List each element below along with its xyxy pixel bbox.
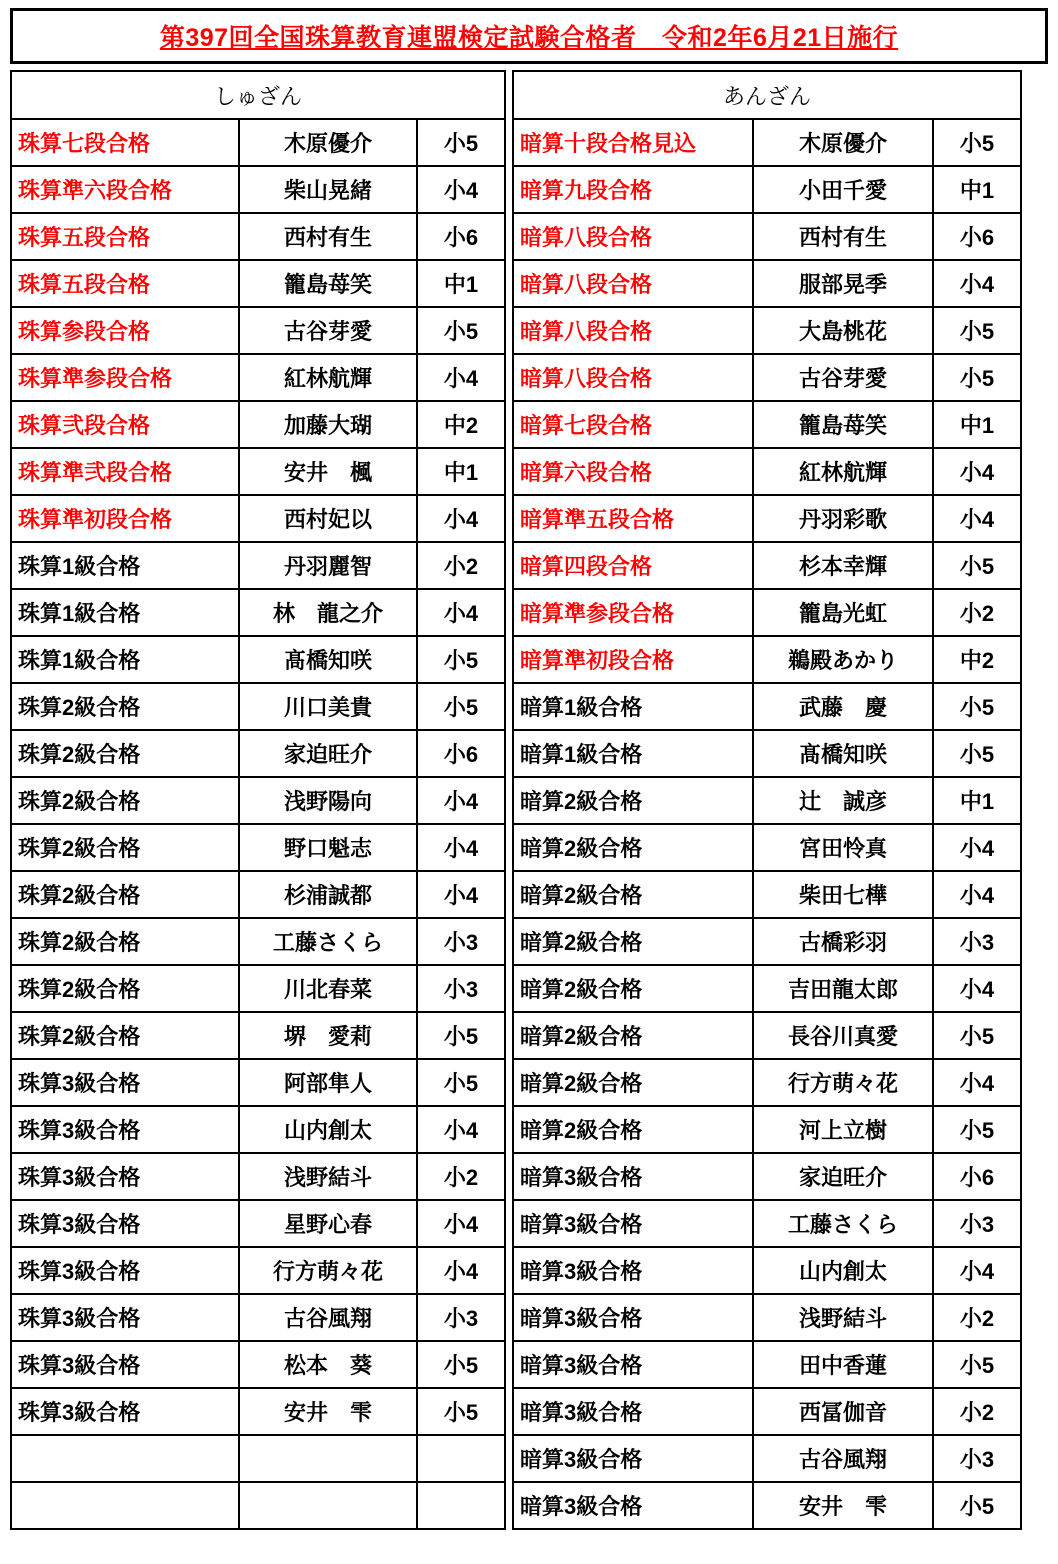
school-year-cell: 小6	[933, 1153, 1021, 1200]
name-cell: 籠島光虹	[753, 589, 933, 636]
anzan-table-body	[513, 119, 1021, 1529]
table-header-row	[11, 71, 505, 119]
grade-cell: 珠算2級合格	[11, 730, 239, 777]
school-year-cell: 小4	[417, 824, 505, 871]
table-row	[11, 213, 505, 260]
school-year-cell: 小4	[417, 354, 505, 401]
table-row	[513, 1200, 1021, 1247]
grade-cell: 暗算2級合格	[513, 824, 753, 871]
table-row	[513, 354, 1021, 401]
school-year-cell: 小5	[933, 1106, 1021, 1153]
school-year-cell: 小5	[933, 119, 1021, 166]
grade-cell: 珠算2級合格	[11, 965, 239, 1012]
name-cell: 紅林航輝	[753, 448, 933, 495]
name-cell: 田中香蓮	[753, 1341, 933, 1388]
school-year-cell: 中1	[933, 777, 1021, 824]
table-row	[513, 448, 1021, 495]
table-row	[513, 1153, 1021, 1200]
table-row	[513, 683, 1021, 730]
school-year-cell: 小3	[933, 918, 1021, 965]
table-row	[11, 1341, 505, 1388]
name-cell	[239, 1482, 417, 1529]
school-year-cell: 小3	[417, 1294, 505, 1341]
school-year-cell: 小6	[417, 730, 505, 777]
grade-cell: 珠算1級合格	[11, 636, 239, 683]
name-cell: 古谷風翔	[239, 1294, 417, 1341]
grade-cell: 珠算3級合格	[11, 1059, 239, 1106]
table-row	[513, 542, 1021, 589]
grade-cell: 暗算3級合格	[513, 1482, 753, 1529]
grade-cell: 珠算五段合格	[11, 260, 239, 307]
table-row	[513, 119, 1021, 166]
name-cell: 籠島苺笑	[753, 401, 933, 448]
school-year-cell: 小4	[933, 448, 1021, 495]
school-year-cell: 小5	[933, 1482, 1021, 1529]
school-year-cell: 小4	[417, 1200, 505, 1247]
table-row	[513, 589, 1021, 636]
grade-cell	[11, 1482, 239, 1529]
grade-cell: 暗算2級合格	[513, 871, 753, 918]
name-cell: 服部晃季	[753, 260, 933, 307]
name-cell: 山内創太	[239, 1106, 417, 1153]
school-year-cell: 中2	[933, 636, 1021, 683]
grade-cell: 暗算2級合格	[513, 777, 753, 824]
table-row	[513, 307, 1021, 354]
table-row	[513, 636, 1021, 683]
school-year-cell: 小3	[417, 965, 505, 1012]
name-cell: 工藤さくら	[239, 918, 417, 965]
grade-cell: 珠算3級合格	[11, 1341, 239, 1388]
school-year-cell: 中1	[417, 448, 505, 495]
table-row	[513, 1435, 1021, 1482]
name-cell: 川北春菜	[239, 965, 417, 1012]
table-row	[11, 589, 505, 636]
grade-cell: 珠算準弐段合格	[11, 448, 239, 495]
grade-cell: 珠算2級合格	[11, 683, 239, 730]
table-row	[11, 448, 505, 495]
name-cell: 古谷芽愛	[753, 354, 933, 401]
name-cell: 阿部隼人	[239, 1059, 417, 1106]
grade-cell: 珠算準参段合格	[11, 354, 239, 401]
grade-cell: 珠算五段合格	[11, 213, 239, 260]
table-row	[11, 119, 505, 166]
name-cell: 野口魁志	[239, 824, 417, 871]
table-row	[513, 495, 1021, 542]
school-year-cell: 中1	[417, 260, 505, 307]
table-row	[11, 1435, 505, 1482]
name-cell: 山内創太	[753, 1247, 933, 1294]
grade-cell: 暗算3級合格	[513, 1153, 753, 1200]
school-year-cell: 小5	[417, 119, 505, 166]
school-year-cell: 小4	[417, 777, 505, 824]
school-year-cell: 小2	[933, 1388, 1021, 1435]
table-row	[11, 824, 505, 871]
name-cell: 辻 誠彦	[753, 777, 933, 824]
name-cell: 木原優介	[239, 119, 417, 166]
school-year-cell: 小2	[417, 542, 505, 589]
page-title: 第397回全国珠算教育連盟検定試験合格者 令和2年6月21日施行	[159, 24, 899, 52]
grade-cell	[11, 1435, 239, 1482]
grade-cell: 暗算1級合格	[513, 730, 753, 777]
grade-cell: 暗算3級合格	[513, 1435, 753, 1482]
name-cell: 木原優介	[753, 119, 933, 166]
table-row	[513, 918, 1021, 965]
table-row	[11, 965, 505, 1012]
anzan-results-table	[512, 70, 1022, 1530]
name-cell: 川口美貴	[239, 683, 417, 730]
grade-cell: 暗算六段合格	[513, 448, 753, 495]
name-cell: 鵜殿あかり	[753, 636, 933, 683]
table-row	[513, 401, 1021, 448]
grade-cell: 暗算2級合格	[513, 918, 753, 965]
table-row	[11, 495, 505, 542]
grade-cell: 珠算3級合格	[11, 1388, 239, 1435]
name-cell: 加藤大瑚	[239, 401, 417, 448]
school-year-cell: 小5	[417, 1341, 505, 1388]
school-year-cell: 小3	[417, 918, 505, 965]
school-year-cell: 小2	[933, 589, 1021, 636]
table-header-row	[513, 71, 1021, 119]
grade-cell: 暗算八段合格	[513, 213, 753, 260]
page-title-box	[10, 8, 1048, 64]
name-cell: 家迫旺介	[239, 730, 417, 777]
table-row	[11, 401, 505, 448]
name-cell: 柴山晃緒	[239, 166, 417, 213]
grade-cell: 珠算3級合格	[11, 1153, 239, 1200]
name-cell: 杉本幸輝	[753, 542, 933, 589]
school-year-cell: 中2	[417, 401, 505, 448]
name-cell: 工藤さくら	[753, 1200, 933, 1247]
name-cell: 籠島苺笑	[239, 260, 417, 307]
name-cell: 安井 楓	[239, 448, 417, 495]
table-row	[513, 260, 1021, 307]
name-cell: 西村有生	[753, 213, 933, 260]
grade-cell: 暗算八段合格	[513, 354, 753, 401]
table-row	[513, 777, 1021, 824]
table-row	[513, 1482, 1021, 1529]
grade-cell: 暗算3級合格	[513, 1247, 753, 1294]
name-cell: 安井 雫	[239, 1388, 417, 1435]
table-row	[513, 871, 1021, 918]
grade-cell: 暗算1級合格	[513, 683, 753, 730]
name-cell: 安井 雫	[753, 1482, 933, 1529]
grade-cell: 珠算準初段合格	[11, 495, 239, 542]
grade-cell: 暗算準参段合格	[513, 589, 753, 636]
grade-cell: 暗算八段合格	[513, 260, 753, 307]
school-year-cell: 小4	[417, 166, 505, 213]
table-row	[513, 213, 1021, 260]
name-cell: 林 龍之介	[239, 589, 417, 636]
grade-cell: 暗算3級合格	[513, 1388, 753, 1435]
table-row	[513, 166, 1021, 213]
grade-cell: 珠算参段合格	[11, 307, 239, 354]
name-cell: 丹羽麗智	[239, 542, 417, 589]
name-cell: 浅野結斗	[239, 1153, 417, 1200]
school-year-cell: 小5	[933, 307, 1021, 354]
school-year-cell: 小4	[933, 1059, 1021, 1106]
name-cell: 家迫旺介	[753, 1153, 933, 1200]
anzan-section-heading: あんざん	[513, 71, 1021, 119]
grade-cell: 暗算四段合格	[513, 542, 753, 589]
table-row	[513, 730, 1021, 777]
name-cell: 西冨伽音	[753, 1388, 933, 1435]
school-year-cell: 小5	[933, 683, 1021, 730]
school-year-cell: 小4	[933, 965, 1021, 1012]
name-cell: 古橋彩羽	[753, 918, 933, 965]
table-row	[11, 1482, 505, 1529]
school-year-cell: 小4	[933, 1247, 1021, 1294]
grade-cell: 珠算七段合格	[11, 119, 239, 166]
school-year-cell: 小5	[933, 1341, 1021, 1388]
name-cell: 髙橋知咲	[239, 636, 417, 683]
table-row	[513, 1012, 1021, 1059]
table-row	[11, 542, 505, 589]
school-year-cell: 小4	[417, 1247, 505, 1294]
school-year-cell: 小4	[417, 495, 505, 542]
school-year-cell: 小6	[417, 213, 505, 260]
school-year-cell: 小4	[417, 1106, 505, 1153]
grade-cell: 暗算九段合格	[513, 166, 753, 213]
grade-cell: 暗算準初段合格	[513, 636, 753, 683]
name-cell: 堺 愛莉	[239, 1012, 417, 1059]
name-cell: 丹羽彩歌	[753, 495, 933, 542]
table-row	[11, 1200, 505, 1247]
name-cell: 長谷川真愛	[753, 1012, 933, 1059]
table-row	[11, 1388, 505, 1435]
school-year-cell: 小5	[933, 730, 1021, 777]
grade-cell: 暗算準五段合格	[513, 495, 753, 542]
table-row	[513, 1388, 1021, 1435]
name-cell: 吉田龍太郎	[753, 965, 933, 1012]
table-row	[513, 824, 1021, 871]
school-year-cell: 小5	[417, 1388, 505, 1435]
grade-cell: 暗算2級合格	[513, 1059, 753, 1106]
grade-cell: 珠算2級合格	[11, 918, 239, 965]
table-row	[11, 1012, 505, 1059]
table-row	[11, 166, 505, 213]
name-cell: 大島桃花	[753, 307, 933, 354]
school-year-cell: 小5	[417, 1012, 505, 1059]
table-row	[11, 871, 505, 918]
name-cell: 行方萌々花	[239, 1247, 417, 1294]
school-year-cell: 小5	[417, 636, 505, 683]
school-year-cell: 小4	[933, 871, 1021, 918]
name-cell	[239, 1435, 417, 1482]
grade-cell: 珠算2級合格	[11, 1012, 239, 1059]
school-year-cell: 小5	[933, 542, 1021, 589]
results-tables	[10, 70, 1048, 1530]
school-year-cell: 小2	[933, 1294, 1021, 1341]
name-cell: 古谷芽愛	[239, 307, 417, 354]
school-year-cell: 小4	[933, 824, 1021, 871]
grade-cell: 珠算3級合格	[11, 1106, 239, 1153]
name-cell: 星野心春	[239, 1200, 417, 1247]
table-row	[11, 730, 505, 777]
school-year-cell: 小2	[417, 1153, 505, 1200]
school-year-cell: 小4	[417, 589, 505, 636]
table-row	[11, 307, 505, 354]
name-cell: 浅野結斗	[753, 1294, 933, 1341]
name-cell: 河上立樹	[753, 1106, 933, 1153]
table-row	[513, 1341, 1021, 1388]
name-cell: 宮田怜真	[753, 824, 933, 871]
school-year-cell: 小5	[417, 307, 505, 354]
school-year-cell: 小3	[933, 1200, 1021, 1247]
grade-cell: 珠算2級合格	[11, 824, 239, 871]
grade-cell: 暗算3級合格	[513, 1294, 753, 1341]
table-row	[11, 1059, 505, 1106]
school-year-cell: 小6	[933, 213, 1021, 260]
table-row	[11, 636, 505, 683]
soroban-table-body	[11, 119, 505, 1529]
school-year-cell: 小5	[417, 683, 505, 730]
table-row	[11, 1294, 505, 1341]
school-year-cell: 中1	[933, 401, 1021, 448]
school-year-cell: 小5	[933, 1012, 1021, 1059]
grade-cell: 珠算3級合格	[11, 1200, 239, 1247]
grade-cell: 暗算3級合格	[513, 1200, 753, 1247]
school-year-cell	[417, 1435, 505, 1482]
grade-cell: 珠算2級合格	[11, 777, 239, 824]
table-row	[513, 965, 1021, 1012]
name-cell: 浅野陽向	[239, 777, 417, 824]
table-row	[11, 1153, 505, 1200]
table-row	[11, 1106, 505, 1153]
name-cell: 柴田七樺	[753, 871, 933, 918]
table-row	[11, 777, 505, 824]
name-cell: 行方萌々花	[753, 1059, 933, 1106]
soroban-results-table	[10, 70, 506, 1530]
school-year-cell: 小5	[933, 354, 1021, 401]
table-row	[11, 1247, 505, 1294]
grade-cell: 暗算2級合格	[513, 1012, 753, 1059]
grade-cell: 珠算3級合格	[11, 1247, 239, 1294]
table-row	[11, 918, 505, 965]
name-cell: 西村妃以	[239, 495, 417, 542]
table-row	[11, 354, 505, 401]
table-row	[11, 260, 505, 307]
grade-cell: 暗算3級合格	[513, 1341, 753, 1388]
table-row	[513, 1247, 1021, 1294]
grade-cell: 珠算弐段合格	[11, 401, 239, 448]
grade-cell: 暗算八段合格	[513, 307, 753, 354]
name-cell: 西村有生	[239, 213, 417, 260]
name-cell: 紅林航輝	[239, 354, 417, 401]
grade-cell: 珠算3級合格	[11, 1294, 239, 1341]
table-row	[513, 1106, 1021, 1153]
name-cell: 武藤 慶	[753, 683, 933, 730]
name-cell: 小田千愛	[753, 166, 933, 213]
grade-cell: 珠算1級合格	[11, 589, 239, 636]
table-row	[513, 1059, 1021, 1106]
table-row	[11, 683, 505, 730]
soroban-section-heading: しゅざん	[11, 71, 505, 119]
school-year-cell	[417, 1482, 505, 1529]
name-cell: 古谷風翔	[753, 1435, 933, 1482]
name-cell: 松本 葵	[239, 1341, 417, 1388]
grade-cell: 暗算2級合格	[513, 1106, 753, 1153]
grade-cell: 珠算1級合格	[11, 542, 239, 589]
grade-cell: 暗算2級合格	[513, 965, 753, 1012]
school-year-cell: 小3	[933, 1435, 1021, 1482]
school-year-cell: 小4	[933, 495, 1021, 542]
name-cell: 杉浦誠都	[239, 871, 417, 918]
grade-cell: 珠算準六段合格	[11, 166, 239, 213]
school-year-cell: 中1	[933, 166, 1021, 213]
grade-cell: 珠算2級合格	[11, 871, 239, 918]
school-year-cell: 小5	[417, 1059, 505, 1106]
grade-cell: 暗算十段合格見込	[513, 119, 753, 166]
table-row	[513, 1294, 1021, 1341]
grade-cell: 暗算七段合格	[513, 401, 753, 448]
name-cell: 髙橋知咲	[753, 730, 933, 777]
school-year-cell: 小4	[417, 871, 505, 918]
school-year-cell: 小4	[933, 260, 1021, 307]
